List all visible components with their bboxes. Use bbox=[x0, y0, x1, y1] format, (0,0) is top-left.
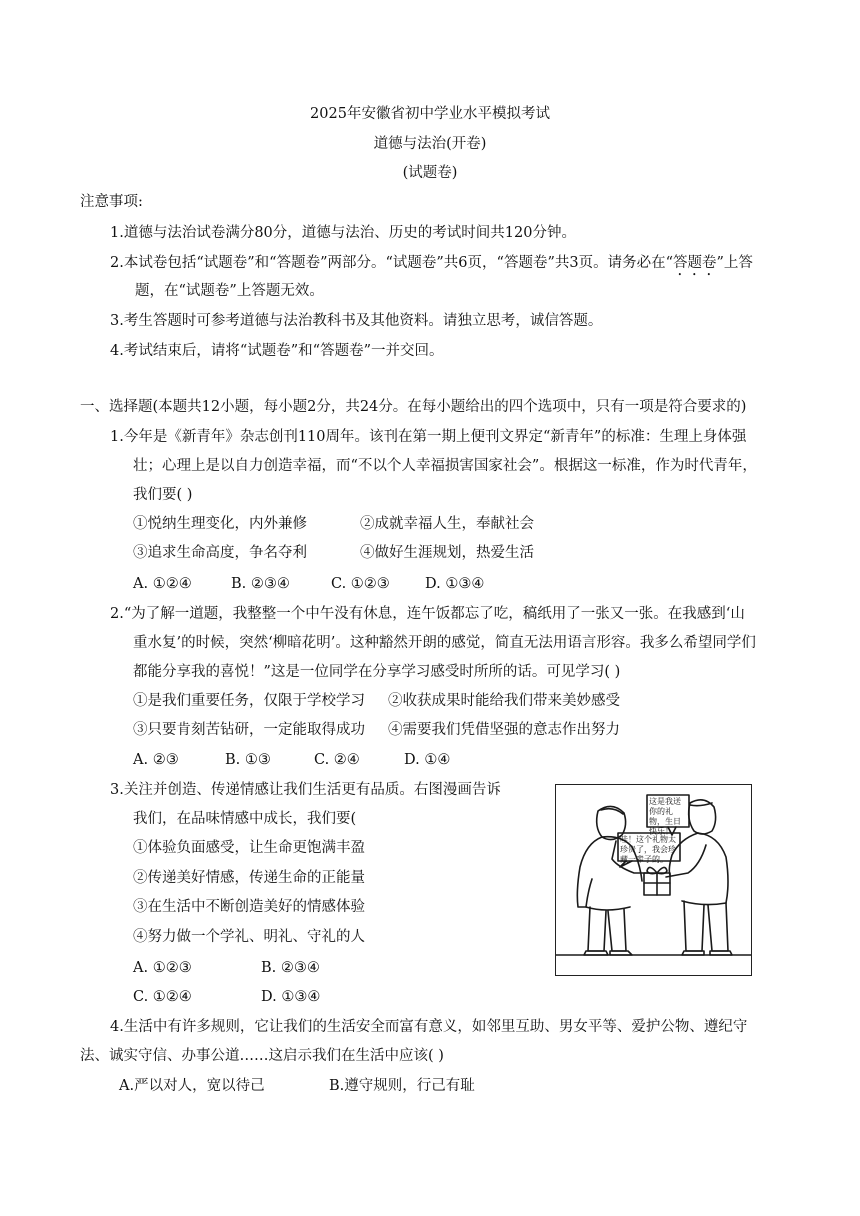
exam-subject: 道德与法治(开卷) bbox=[373, 136, 487, 152]
q3-option-b: B. ②③④ bbox=[261, 960, 320, 976]
q3-item-3: ③在生活中不断创造美好的情感体验 bbox=[133, 899, 365, 915]
q2-option-c: C. ②④ bbox=[314, 752, 360, 768]
q1-item-row-1 bbox=[133, 514, 534, 534]
q1-item: ③追求生命高度，争名夺利 bbox=[133, 545, 307, 561]
notice-item-3: 3.考生答题时可参考道德与法治教科书及其他资料。请独立思考，诚信答题。 bbox=[110, 313, 603, 329]
notice-heading: 注意事项: bbox=[80, 194, 143, 210]
q4-stem-line-2: 法、诚实守信、办事公道……这启示我们在生活中应该( ) bbox=[80, 1048, 444, 1064]
q2-item: ①是我们重要任务，仅限于学校学习 bbox=[133, 693, 365, 709]
q4-option-a: A.严以对人，宽以待己 bbox=[119, 1078, 265, 1094]
q4-stem-line-1: 4.生活中有许多规则，它让我们的生活安全而富有意义，如邻里互助、男女平等、爱护公物、遵纪守 bbox=[110, 1019, 748, 1035]
q2-option-b: B. ①③ bbox=[225, 752, 271, 768]
q2-option-d: D. ①④ bbox=[404, 752, 451, 768]
q1-option-b: B. ②③④ bbox=[231, 576, 290, 592]
q1-option-c: C. ①②③ bbox=[331, 576, 390, 592]
q1-item-row-2 bbox=[133, 543, 534, 563]
q2-option-a: A. ②③ bbox=[133, 752, 179, 768]
q4-options bbox=[119, 1076, 475, 1096]
paper-label: (试题卷) bbox=[402, 165, 458, 181]
q2-options bbox=[133, 750, 450, 770]
q1-option-d: D. ①③④ bbox=[425, 576, 485, 592]
section-heading: 一、选择题(本题共12小题，每小题2分，共24分。在每小题给出的四个选项中，只有一项是符合要求的) bbox=[80, 399, 747, 415]
notice-item-2-cont: 题，在“试题卷”上答题无效。 bbox=[135, 283, 324, 299]
q3-stem-line-1: 3.关注并创造、传递情感让我们生活更有品质。右图漫画告诉 bbox=[110, 782, 501, 798]
q2-item: ③只要肯刻苦钻研，一定能取得成功 bbox=[133, 722, 365, 738]
notice-item-1: 1.道德与法治试卷满分80分，道德与法治、历史的考试时间共120分钟。 bbox=[110, 225, 576, 241]
q4-option-b: B.遵守规则，行己有耻 bbox=[329, 1078, 475, 1094]
q3-item-4: ④努力做一个学礼、明礼、守礼的人 bbox=[133, 929, 365, 945]
q2-stem-line-2: 重水复’的时候，突然‘柳暗花明’。这种豁然开朗的感觉，简直无法用语言形容。我多么希望同学们 bbox=[133, 635, 756, 651]
q3-options-row-1 bbox=[133, 958, 320, 978]
q1-stem-line-3: 我们要( ) bbox=[133, 487, 193, 503]
q2-stem-line-3: 都能分享我的喜悦！”这是一位同学在分享学习感受时所所的话。可见学习( ) bbox=[133, 664, 621, 680]
q2-stem-line-1: 2.“为了解一道题，我整整一个中午没有休息，连午饭都忘了吃，稿纸用了一张又一张。在我感到‘山 bbox=[110, 606, 745, 622]
exam-title: 2025年安徽省初中学业水平模拟考试 bbox=[310, 106, 550, 122]
q1-stem-line-1: 1.今年是《新青年》杂志创刊110周年。该刊在第一期上便刊文界定“新青年”的标准：生理上身体强 bbox=[110, 429, 747, 445]
q1-options bbox=[133, 574, 484, 594]
q1-item: ①悦纳生理变化，内外兼修 bbox=[133, 516, 307, 532]
cartoon-bubble-1: 这是我送你的礼物，生日快乐！ bbox=[649, 797, 681, 836]
q3-option-d: D. ①③④ bbox=[261, 989, 321, 1005]
q3-stem-line-2: 我们，在品味情感中成长，我们要( bbox=[133, 811, 357, 827]
q2-item: ②收获成果时能给我们带来美妙感受 bbox=[388, 693, 620, 709]
q2-item: ④需要我们凭借坚强的意志作出努力 bbox=[388, 722, 620, 738]
q3-option-c: C. ①②④ bbox=[133, 989, 192, 1005]
q1-option-a: A. ①②④ bbox=[133, 576, 192, 592]
q2-item-row-2 bbox=[133, 720, 620, 740]
q2-item-row-1 bbox=[133, 691, 620, 711]
q1-item: ④做好生涯规划，热爱生活 bbox=[360, 545, 534, 561]
q3-item-1: ①体验负面感受，让生命更饱满丰盈 bbox=[133, 840, 365, 856]
cartoon-bubble-2: 哇！这个礼物太珍贵了，我会珍藏一辈子的。 bbox=[620, 835, 676, 864]
gift-cartoon-figure bbox=[555, 784, 752, 976]
q3-item-2: ②传递美好情感，传递生命的正能量 bbox=[133, 870, 365, 886]
q3-option-a: A. ①②③ bbox=[133, 960, 192, 976]
notice-item-4: 4.考试结束后，请将“试题卷”和“答题卷”一并交回。 bbox=[110, 343, 444, 359]
q1-stem-line-2: 壮；心理上是以自力创造幸福，而“不以个人幸福损害国家社会”。根据这一标准，作为时代青年， bbox=[133, 458, 757, 474]
q3-options-row-2 bbox=[133, 987, 320, 1007]
notice-item-2: 2.本试卷包括“试题卷”和“答题卷”两部分。“试题卷”共6页，“答题卷”共3页。请务必在“答题卷”上答 bbox=[110, 255, 753, 271]
q1-item: ②成就幸福人生，奉献社会 bbox=[360, 516, 534, 532]
